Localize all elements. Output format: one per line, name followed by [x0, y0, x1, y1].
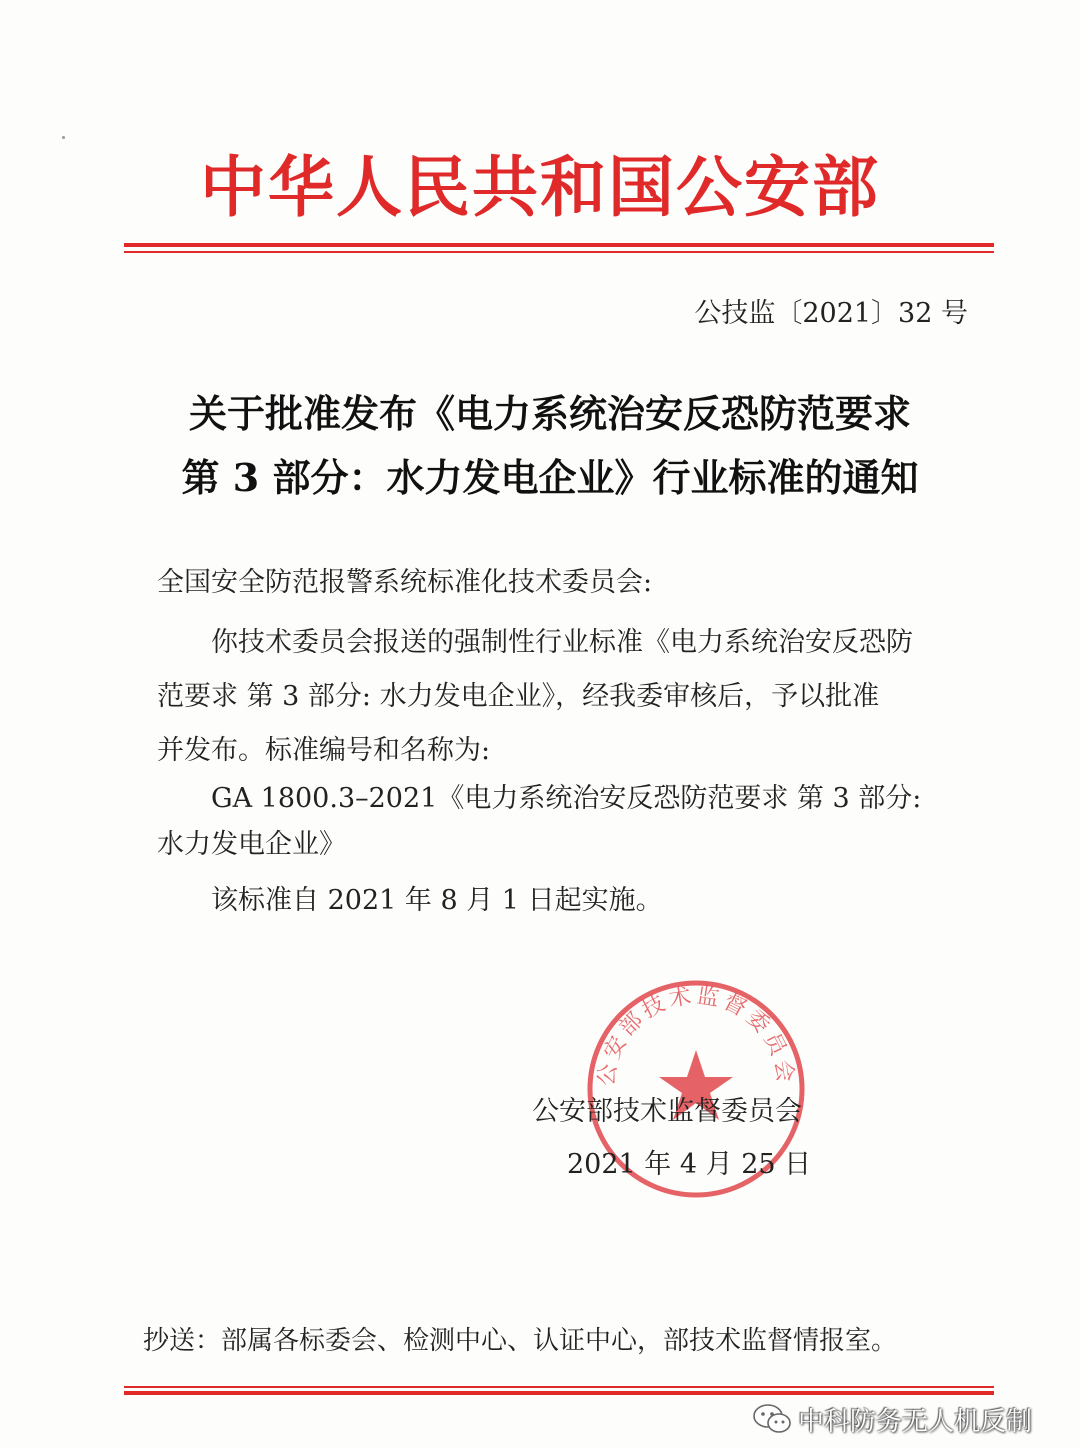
seal-text: 公安部技术监督委员会 — [594, 983, 798, 1088]
document-number: 公技监〔2021〕32 号 — [694, 298, 968, 329]
paragraph-line: 范要求 第 3 部分: 水力发电企业》，经我委审核后，予以批准 — [157, 681, 880, 712]
paragraph-line: 你技术委员会报送的强制性行业标准《电力系统治安反恐防 — [211, 627, 913, 658]
paragraph-approval — [157, 616, 977, 778]
addressee: 全国安全防范报警系统标准化技术委员会: — [157, 567, 653, 598]
paragraph-standard — [157, 776, 977, 868]
paragraph-line: GA 1800.3–2021《电力系统治安反恐防范要求 第 3 部分: — [211, 783, 922, 814]
paragraph-line: 并发布。标准编号和名称为: — [157, 735, 491, 766]
title-line-1: 关于批准发布《电力系统治安反恐防范要求 — [188, 391, 911, 436]
header-rule-thin — [124, 251, 994, 253]
paragraph-effective-date: 该标准自 2021 年 8 月 1 日起实施。 — [211, 885, 663, 916]
signature-org: 公安部技术监督委员会 — [532, 1096, 802, 1127]
watermark — [752, 1394, 1032, 1444]
signature-date: 2021 年 4 月 25 日 — [567, 1149, 812, 1180]
watermark-text: 中科防务无人机反制 — [798, 1406, 1033, 1437]
scan-speck — [62, 136, 65, 139]
cc-line: 抄送：部属各标委会、检测中心、认证中心，部技术监督情报室。 — [143, 1326, 898, 1356]
footer-rule-thin — [124, 1386, 994, 1388]
paragraph-line: 水力发电企业》 — [157, 829, 346, 860]
document-title — [130, 382, 970, 510]
wechat-icon — [752, 1402, 792, 1436]
title-line-2: 第 3 部分：水力发电企业》行业标准的通知 — [181, 455, 919, 500]
org-header: 中华人民共和国公安部 — [200, 149, 880, 226]
header-rule-thick — [124, 243, 994, 247]
